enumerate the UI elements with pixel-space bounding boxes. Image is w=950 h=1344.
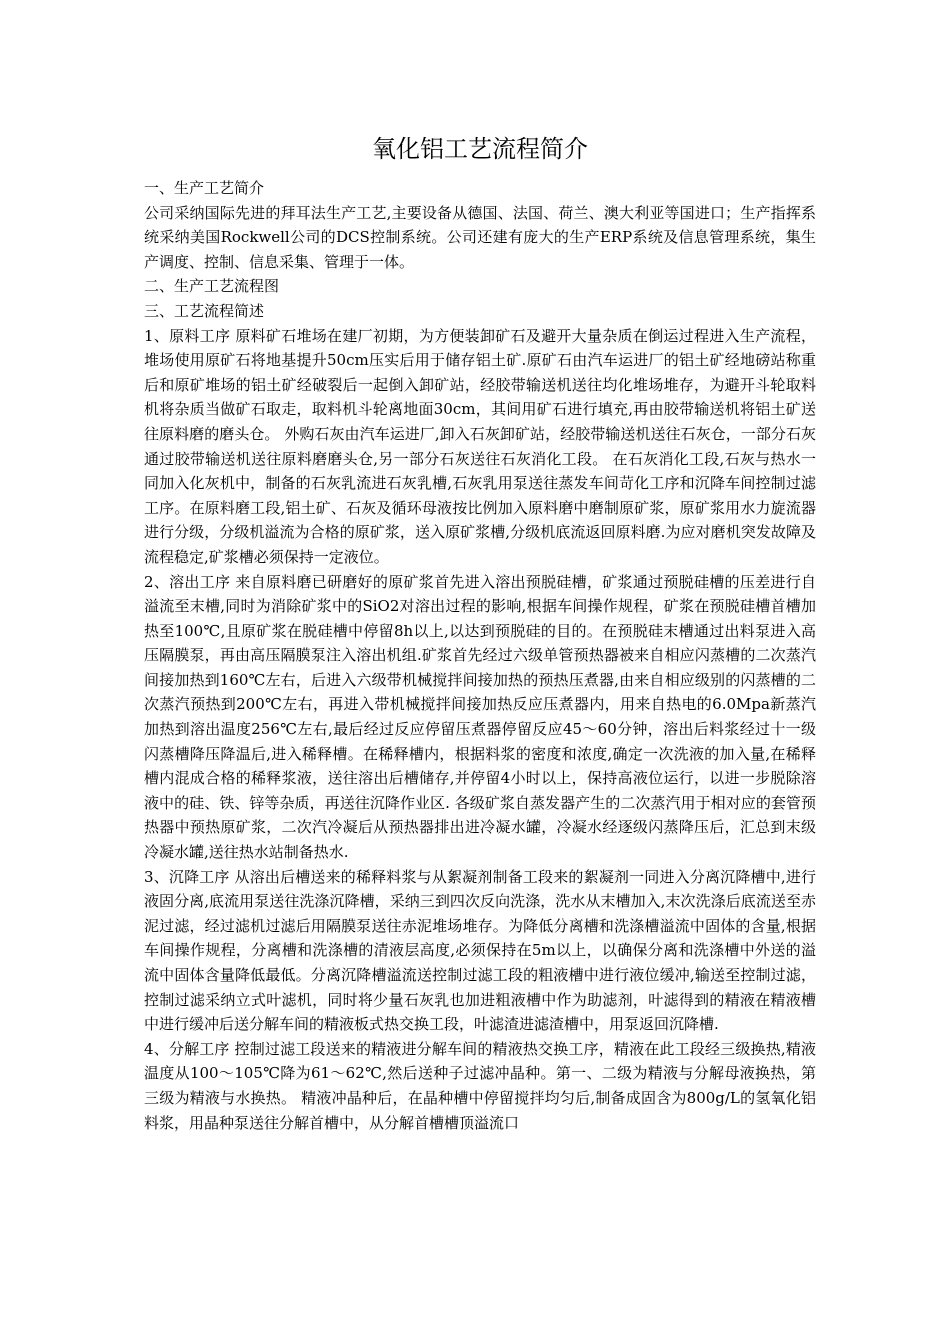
paragraph-settling: 3、沉降工序 从溶出后槽送来的稀释料浆与从絮凝剂制备工段来的絮凝剂一同进入分离沉降槽中,进行液固分离,底流用泵送往洗涤沉降槽，采纳三到四次反向洗涤，洗水从末槽加入,末次洗涤后底流送至赤泥过滤，经过滤机过滤后用隔膜泵送往赤泥堆场堆存。为降低分离槽和洗涤槽溢流中固体的含量,根据车间操作规程，分离槽和洗涤槽的清液层高度,必须保持在5m以上，以确保分离和洗涤槽中外送的溢流中固体含量降低最低。分离沉降槽溢流送控制过滤工段的粗液槽中进行液位缓冲,输送至控制过滤，控制过滤采纳立式叶滤机，同时将少量石灰乳也加进粗液槽中作为助滤剂，叶滤得到的精液在精液槽中进行缓冲后送分解车间的精液板式热交换工段，叶滤渣进滤渣槽中，用泵返回沉降槽. [144, 867, 816, 1034]
heading-flow-chart: 二、生产工艺流程图 [144, 277, 280, 296]
document-title: 氧化铝工艺流程简介 [372, 135, 588, 163]
paragraph-decomposition: 4、分解工序 控制过滤工段送来的精液进分解车间的精液热交换工序，精液在此工段经三级换热,精液温度从100～105℃降为61～62℃,然后送种子过滤冲晶种。第一、二级为精液与分解母液换热，第三级为精液与水换热。 精液冲晶种后，在晶种槽中停留搅拌均匀后,制备成固含为800g/L的氢氧化铝料浆，用晶种泵送往分解首槽中，从分解首槽槽顶溢流口 [144, 1039, 816, 1132]
paragraph-intro: 公司采纳国际先进的拜耳法生产工艺,主要设备从德国、法国、荷兰、澳大利亚等国进口；生产指挥系统采纳美国Rockwell公司的DCS控制系统。公司还建有庞大的生产ERP系统及信息管理系统，集生产调度、控制、信息采集、管理于一体。 [144, 203, 816, 271]
heading-flow-description: 三、工艺流程简述 [144, 301, 265, 320]
paragraph-raw-material: 1、原料工序 原料矿石堆场在建厂初期，为方便装卸矿石及避开大量杂质在倒运过程进入生产流程，堆场使用原矿石将地基提升50cm压实后用于储存铝土矿.原矿石由汽车运进厂的铝土矿经地磅站称重后和原矿堆场的铝土矿经破裂后一起倒入卸矿站，经胶带输送机送往均化堆场堆存，为避开斗轮取料机将杂质当做矿石取走，取料机斗轮离地面30cm，其间用矿石进行填充,再由胶带输送机将铝土矿送往原料磨的磨头仓。 外购石灰由汽车运进厂,卸入石灰卸矿站，经胶带输送机送往石灰仓，一部分石灰通过胶带输送机送往原料磨磨头仓,另一部分石灰送往石灰消化工段。 在石灰消化工段,石灰与热水一同加入化灰机中，制备的石灰乳流进石灰乳槽,石灰乳用泵送往蒸发车间苛化工序和沉降车间控制过滤工序。在原料磨工段,铝土矿、石灰及循环母液按比例加入原料磨中磨制原矿浆，原矿浆用水力旋流器进行分级，分级机溢流为合格的原矿浆，送入原矿浆槽,分级机底流返回原料磨.为应对磨机突发故障及流程稳定,矿浆槽必须保持一定液位。 [144, 326, 816, 566]
heading-production-intro: 一、生产工艺简介 [144, 179, 265, 197]
paragraph-digestion: 2、溶出工序 来自原料磨已研磨好的原矿浆首先进入溶出预脱硅槽，矿浆通过预脱硅槽的压差进行自溢流至末槽,同时为消除矿浆中的SiO2对溶出过程的影响,根据车间操作规程，矿浆在预脱硅槽首槽加热至100℃,且原矿浆在脱硅槽中停留8h以上,以达到预脱硅的目的。在预脱硅末槽通过出料泵进入高压隔膜泵，再由高压隔膜泵注入溶出机组.矿浆首先经过六级单管预热器被来自相应闪蒸槽的二次蒸汽间接加热到160℃左右，后进入六级带机械搅拌间接加热的预热压煮器,由来自相应级别的闪蒸槽的二次蒸汽预热到200℃左右，再进入带机械搅拌间接加热反应压煮器内，用来自热电的6.0Mpa新蒸汽加热到溶出温度256℃左右,最后经过反应停留压煮器停留反应45～60分钟，溶出后料浆经过十一级闪蒸槽降压降温后,进入稀释槽。在稀释槽内，根据料浆的密度和浓度,确定一次洗液的加入量,在稀释槽内混成合格的稀释浆液，送往溶出后槽储存,并停留4小时以上，保持高液位运行，以进一步脱除溶液中的硅、铁、锌等杂质，再送往沉降作业区. 各级矿浆自蒸发器产生的二次蒸汽用于相对应的套管预热器中预热原矿浆，二次汽冷凝后从预热器排出进冷凝水罐，冷凝水经逐级闪蒸降压后，汇总到末级冷凝水罐,送往热水站制备热水. [144, 572, 816, 862]
